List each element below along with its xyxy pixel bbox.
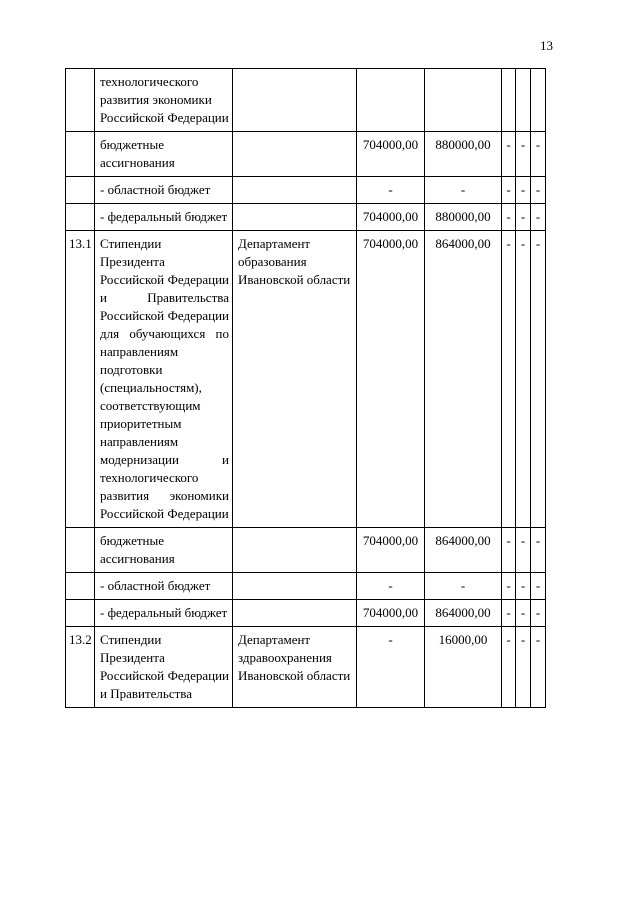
row-amount-1: 704000,00 (357, 528, 425, 573)
row-amount-1: 704000,00 (357, 132, 425, 177)
row-mark-2 (516, 69, 531, 132)
row-amount-1: 704000,00 (357, 600, 425, 627)
budget-table (65, 68, 546, 708)
row-executor (233, 600, 357, 627)
row-mark-2: - (516, 528, 531, 573)
row-description: бюджетные ассигнования (95, 132, 233, 177)
row-number (66, 177, 95, 204)
row-mark-1: - (502, 231, 516, 528)
row-executor: Департамент здравоохранения Ивановской области (233, 627, 357, 708)
table-row (66, 528, 546, 573)
table-row (66, 627, 546, 708)
row-description: Стипендии Президента Российской Федерации и Правительства Российской Федерации для обучающихся по направлениям подготовки (специальностям), соответствующим приоритетным направлениям модернизации и технологического развития экономики Российской Федерации (95, 231, 233, 528)
row-number (66, 573, 95, 600)
row-mark-1: - (502, 132, 516, 177)
row-amount-2: - (425, 177, 502, 204)
row-mark-2: - (516, 231, 531, 528)
table-row (66, 177, 546, 204)
row-description: - областной бюджет (95, 177, 233, 204)
row-number: 13.2 (66, 627, 95, 708)
row-mark-3: - (531, 600, 546, 627)
row-mark-1: - (502, 627, 516, 708)
row-mark-1: - (502, 573, 516, 600)
row-number (66, 132, 95, 177)
row-number (66, 528, 95, 573)
row-mark-3: - (531, 231, 546, 528)
row-mark-2: - (516, 627, 531, 708)
row-mark-2: - (516, 573, 531, 600)
table-row (66, 600, 546, 627)
row-mark-2: - (516, 204, 531, 231)
row-description: технологического развития экономики Российской Федерации (95, 69, 233, 132)
row-amount-2 (425, 69, 502, 132)
row-executor (233, 528, 357, 573)
row-description: Стипендии Президента Российской Федерации и Правительства (95, 627, 233, 708)
row-amount-1: 704000,00 (357, 204, 425, 231)
row-amount-1: - (357, 177, 425, 204)
page-number: 13 (540, 38, 553, 53)
row-description: - областной бюджет (95, 573, 233, 600)
row-description: - федеральный бюджет (95, 600, 233, 627)
row-amount-1: - (357, 573, 425, 600)
row-mark-3 (531, 69, 546, 132)
row-mark-2: - (516, 600, 531, 627)
row-description: бюджетные ассигнования (95, 528, 233, 573)
row-mark-3: - (531, 132, 546, 177)
row-number: 13.1 (66, 231, 95, 528)
row-amount-2: 880000,00 (425, 204, 502, 231)
row-executor (233, 69, 357, 132)
row-executor (233, 132, 357, 177)
table-row (66, 204, 546, 231)
row-mark-2: - (516, 177, 531, 204)
row-executor (233, 204, 357, 231)
table-row (66, 231, 546, 528)
row-mark-3: - (531, 204, 546, 231)
row-description: - федеральный бюджет (95, 204, 233, 231)
row-mark-1: - (502, 177, 516, 204)
row-amount-1: - (357, 627, 425, 708)
row-amount-2: 864000,00 (425, 528, 502, 573)
table-body (66, 69, 546, 708)
row-mark-1 (502, 69, 516, 132)
row-mark-2: - (516, 132, 531, 177)
row-amount-1 (357, 69, 425, 132)
row-executor (233, 177, 357, 204)
row-mark-3: - (531, 627, 546, 708)
row-amount-2: 864000,00 (425, 231, 502, 528)
row-amount-2: - (425, 573, 502, 600)
row-mark-3: - (531, 177, 546, 204)
row-mark-1: - (502, 204, 516, 231)
row-mark-1: - (502, 600, 516, 627)
table-row (66, 573, 546, 600)
row-executor (233, 573, 357, 600)
row-executor: Департамент образования Ивановской области (233, 231, 357, 528)
row-number (66, 204, 95, 231)
row-mark-3: - (531, 573, 546, 600)
row-amount-2: 880000,00 (425, 132, 502, 177)
row-number (66, 69, 95, 132)
row-amount-1: 704000,00 (357, 231, 425, 528)
row-amount-2: 864000,00 (425, 600, 502, 627)
row-amount-2: 16000,00 (425, 627, 502, 708)
row-number (66, 600, 95, 627)
table-row (66, 132, 546, 177)
row-mark-1: - (502, 528, 516, 573)
row-mark-3: - (531, 528, 546, 573)
table-row (66, 69, 546, 132)
